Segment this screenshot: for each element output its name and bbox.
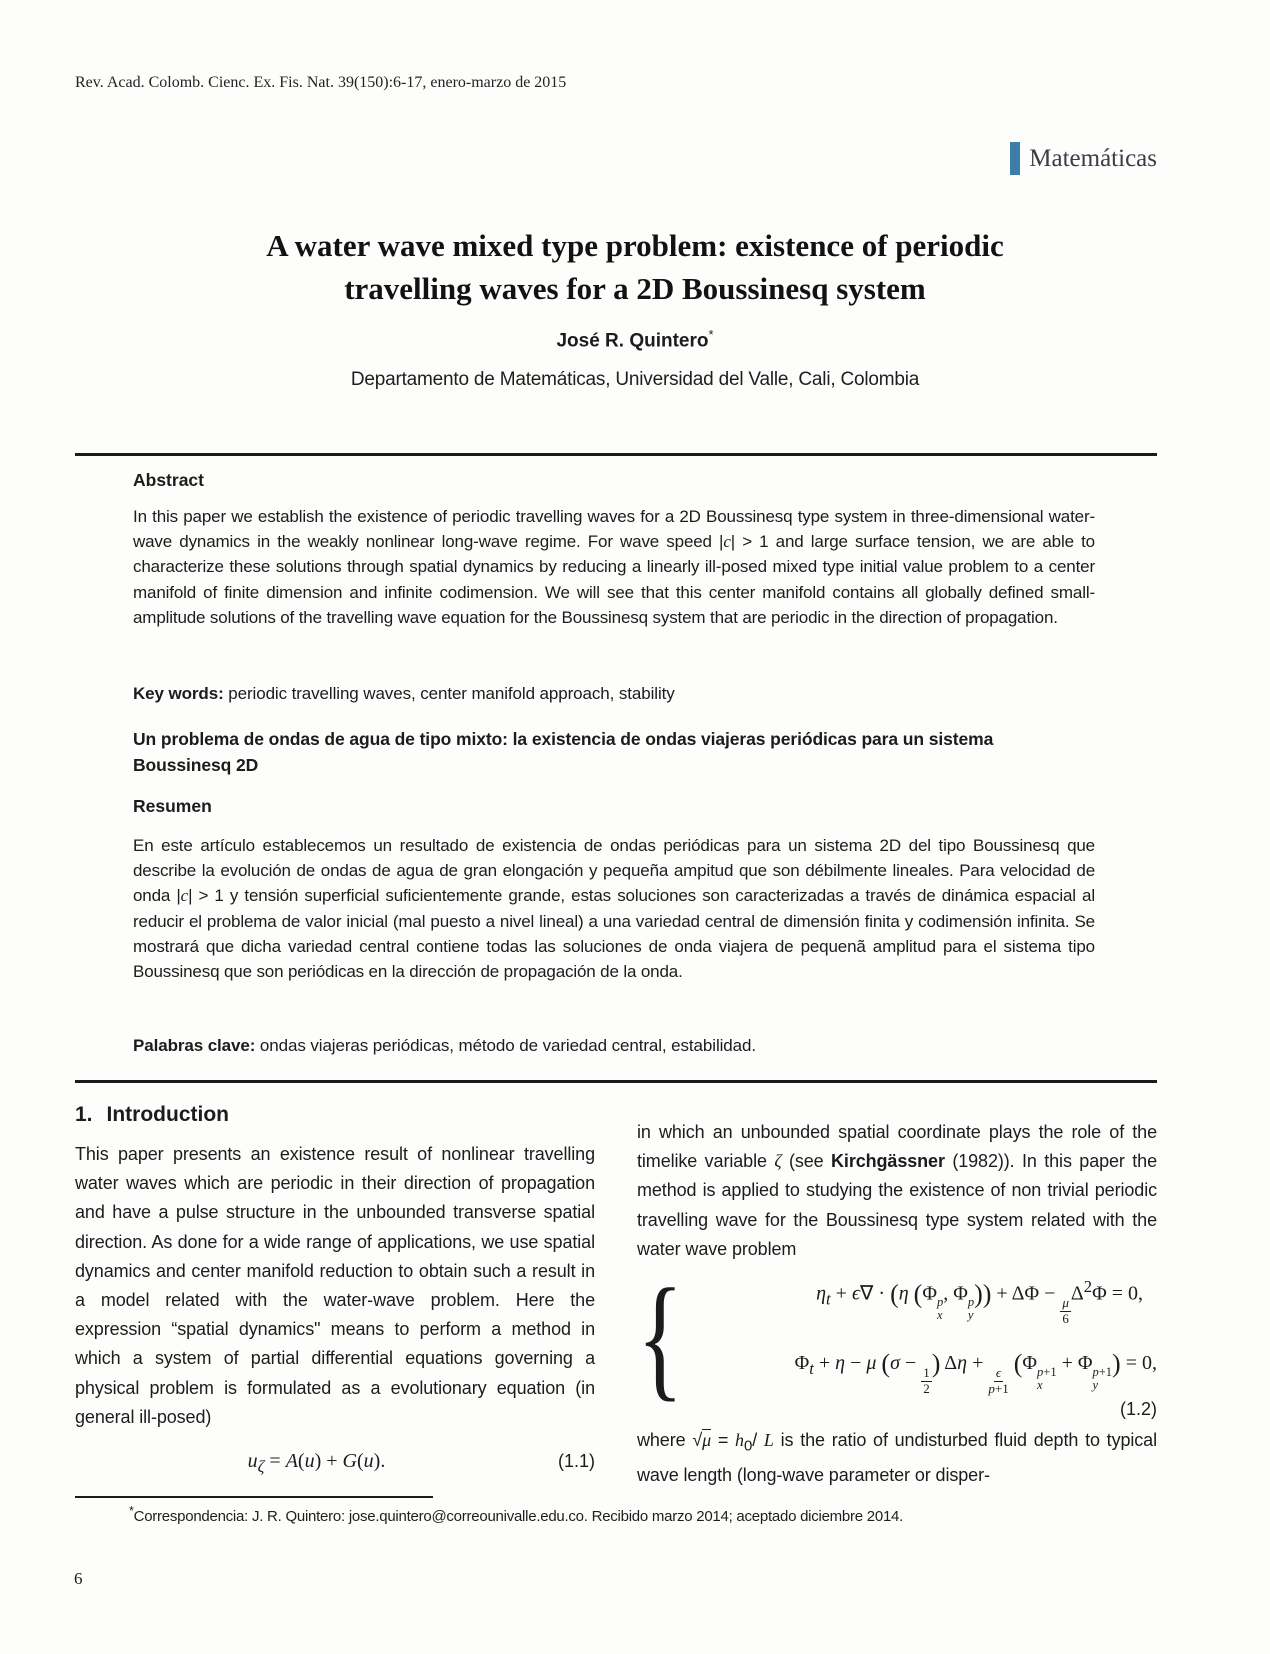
equation-1-1-label: (1.1)	[557, 1451, 595, 1472]
author-name: José R. Quintero	[556, 330, 709, 352]
palabras-line	[133, 1036, 1095, 1056]
intro-section-number: 1.	[75, 1103, 93, 1126]
equation-1-2-line-1: $\eta_t + \epsilon\nabla \cdot (\eta$ (Φ p x , Φ p y )) + ΔΦ − $\frac{\mu}{6}$ $\Delta^2\Phi = 0$,	[816, 1276, 1143, 1327]
intro-right-column	[637, 1118, 1157, 1490]
page-number: 6	[74, 1569, 83, 1588]
keywords-text: periodic travelling waves, center manifold approach, stability	[223, 684, 675, 703]
article-title	[94, 224, 1176, 310]
equation-system-1-2	[637, 1260, 1157, 1414]
intro-right-paragraph-1: in which an unbounded spatial coordinate plays the role of the timelike variable ζ (see Kirchgässner (1982)). In this paper the method is applied to studying the existence of non trivial periodic travelling wave for the Boussinesq type system related with the water wave problem	[637, 1122, 1157, 1259]
equation-1-2-line-2: $\Phi_t + \eta - \mu$ (σ − $\frac{1}{2}$ ) Δη + $\frac{\epsilon}{p+1}$ (Φ p+1 x + Φ p+1 y ) = 0,	[794, 1349, 1157, 1396]
system-brace-icon: {	[637, 1260, 684, 1414]
intro-heading	[75, 1103, 595, 1127]
article-title-line-2: travelling waves for a 2D Boussinesq system	[344, 271, 926, 306]
section-tag	[1010, 142, 1157, 175]
equation-1-2-lines	[671, 1277, 1157, 1397]
intro-left-column	[75, 1103, 595, 1477]
section-tag-label: Matemáticas	[1029, 144, 1157, 172]
palabras-text: ondas viajeras periódicas, método de variedad central, estabilidad.	[255, 1036, 756, 1055]
equation-1-1-row	[75, 1450, 595, 1477]
affiliation: Departamento de Matemáticas, Universidad del Valle, Cali, Colombia	[350, 369, 920, 390]
equation-1-2-label: (1.2)	[1119, 1399, 1157, 1420]
top-rule	[75, 453, 1157, 456]
palabras-label: Palabras clave:	[133, 1036, 256, 1055]
intro-left-paragraph: This paper presents an existence result of nonlinear travelling water waves which are periodic in their direction of propagation and have a pulse structure in the unbounded transverse spatial direction. As done for a wide range of applications, we use spatial dynamics and center manifold reduction to obtain such a result in a model related with the water-wave problem. Here the expression “spatial dynamics" means to perform a method in which a system of partial differential equations governing a physical problem is formulated as a evolutionary equation (in general ill-posed)	[75, 1144, 595, 1427]
abstract-body: In this paper we establish the existence of periodic travelling waves for a 2D Boussinesq type system in three-dimensional water-wave dynamics in the weakly nonlinear long-wave regime. For wave speed |c| > 1 and large surface tension, we are able to characterize these solutions through spatial dynamics by reducing a linearly ill-posed mixed type initial value problem to a center manifold of finite dimension and infinite codimension. We will see that this center manifold contains all globally defined small-amplitude solutions of the travelling wave equation for the Boussinesq system that are periodic in the direction of propagation.	[133, 507, 1095, 627]
intro-section-title: Introduction	[106, 1103, 229, 1126]
author-line	[94, 327, 1176, 352]
resumen-heading: Resumen	[133, 796, 212, 816]
keywords-label: Key words:	[133, 684, 224, 703]
abstract-heading: Abstract	[133, 470, 204, 490]
section-tag-bar-icon	[1010, 142, 1020, 175]
journal-header: Rev. Acad. Colomb. Cienc. Ex. Fis. Nat. 39(150):6-17, enero-marzo de 2015	[75, 74, 567, 91]
footnote: *Correspondencia: J. R. Quintero: jose.quintero@correounivalle.edu.co. Recibido marzo 2014; aceptado diciembre 2014.	[129, 1504, 904, 1525]
article-title-line-1: A water wave mixed type problem: existence of periodic	[266, 228, 1004, 263]
equation-1-1: $u_\zeta = A(u) + G(u)$.	[247, 1450, 386, 1477]
spanish-title: Un problema de ondas de agua de tipo mixto: la existencia de ondas viajeras periódicas para un sistema Boussinesq 2D	[133, 729, 994, 775]
keywords-line	[133, 684, 1095, 704]
mid-rule	[75, 1080, 1157, 1083]
author-asterisk: *	[708, 327, 714, 342]
intro-right-paragraph-2: where $√\mu = h_0/$ L is the ratio of undisturbed fluid depth to typical wave length (long-wave parameter or disper-	[637, 1430, 1157, 1486]
resumen-body: En este artículo establecemos un resultado de existencia de ondas periódicas para un sistema 2D del tipo Boussinesq que describe la evolución de ondas de agua de gran elongación y pequeña ampitud que son débilmente lineales. Para velocidad de onda |c| > 1 y tensión superficial suficientemente grande, estas soluciones son caracterizadas a través de dinámica espacial al reducir el problema de valor inicial (mal puesto a nivel lineal) a una variedad central de dimensión finita y codimensión infinita. Se mostrará que dicha variedad central contiene todas las soluciones de onda viajera de pequenã amplitud para el sistema tipo Boussinesq que son periódicas en la dirección de propagación de la onda.	[133, 836, 1095, 982]
footnote-rule	[75, 1496, 433, 1498]
